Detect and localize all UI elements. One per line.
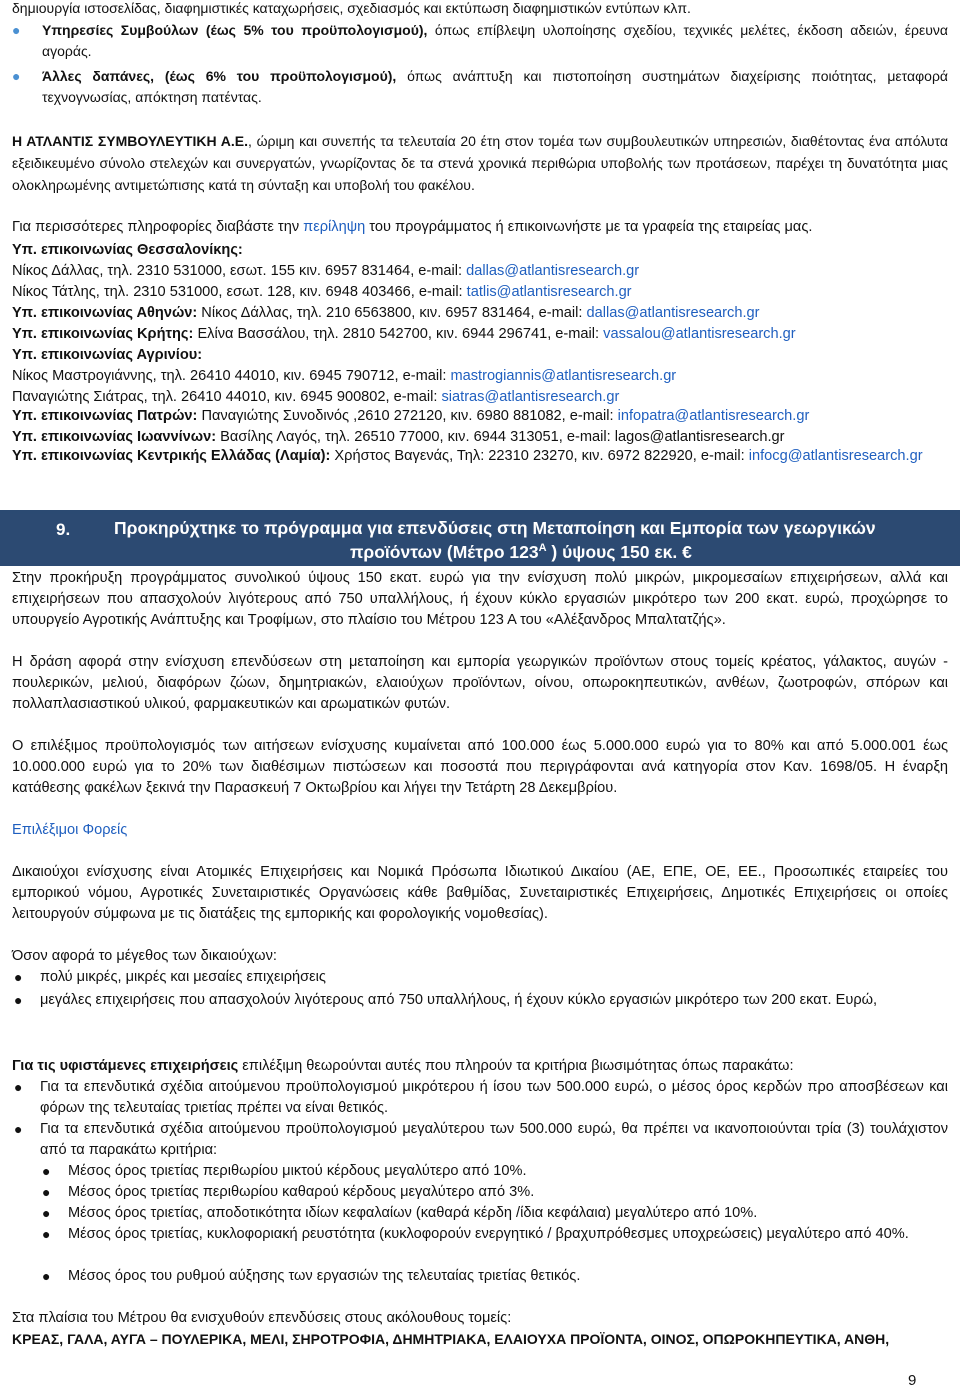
list-item [12, 990, 948, 1011]
email-link[interactable]: tatlis@atlantisresearch.gr [466, 284, 632, 300]
list-item-text: Για τα επενδυτικά σχέδια αιτούμενου προϋπολογισμού μικρότερου ή ίσου των 500.000 ευρώ, ο μέσος όρος κερδών προ αποσβέσεων και φόρων της τελευταίας τριετίας πρέπει να είναι θετικός. [40, 1079, 948, 1116]
summary-link[interactable]: περίληψη [303, 219, 366, 235]
bullet-icon: ● [14, 1121, 23, 1137]
contact-line [12, 446, 948, 467]
contact-line [12, 324, 796, 344]
contact-line [12, 282, 632, 302]
patra-contact-label: Υπ. επικοινωνίας Πατρών: [12, 408, 198, 424]
section-title-text: προϊόντων (Μέτρο 123 [350, 542, 539, 562]
list-item-text: Μέσος όρος τριετίας περιθωρίου καθαρού κέρδους μεγαλύτερο από 3%. [68, 1184, 535, 1200]
bullet-icon: ● [14, 992, 23, 1008]
section-title: Προκηρύχτηκε το πρόγραμμα για επενδύσεις στη Μεταποίηση και Εμπορία των γεωργικών [114, 518, 876, 538]
agrinio-contact-label: Υπ. επικοινωνίας Αγρινίου: [12, 347, 203, 363]
paragraph: Στην προκήρυξη προγράμματος συνολικού ύψους 150 εκατ. ευρώ για την ενίσχυση πολύ μικρών, μικρομεσαίων επιχειρήσεων, αλλά και επιχειρήσεων που απασχολούν λιγότερους από 750 υπαλλήλους, ή έχουν κύκλο εργασιών μικρότερο των 200 εκατ. ευρώ, προχώρησε το υπουργείο Αγροτικής Ανάπτυξης και Τροφίμων, στο πλαίσιο του Μέτρου 123 Α του «Αλέξανδρος Μπαλτατζής». [12, 570, 948, 628]
item-text: όπως ανάπτυξη και πιστοποίηση συστημάτων διαχείρισης ποιότητας, μεταφορά τεχνογνωσίας, απόκτηση πατέντας. [42, 68, 949, 105]
page-number: 9 [908, 1372, 917, 1389]
company-description: , ώριμη και συνεπής τα τελευταία 20 έτη στον τομέα των συμβουλευτικών υπηρεσιών, διαθέτοντας ένα απόλυτα εξειδικευμένο σύνολο στελεχών και συνεργατών, γνωρίζοντας δε τα στενά χρονικά περιθώρια υποβολής των προτάσεων, παρέχει τη δυνατότητα μιας ολοκληρωμένης αντιμετώπισης κατά τη σύνταξη και υποβολή του φακέλου. [12, 133, 948, 193]
list-item [40, 1224, 948, 1245]
contact-text: Παναγιώτης Σιάτρας, τηλ. 26410 44010, κιν. 6945 900802, e-mail: [12, 389, 442, 405]
crete-contact-label: Υπ. επικοινωνίας Κρήτης: [12, 326, 194, 342]
paragraph [12, 1056, 948, 1077]
paragraph: Δικαιούχοι ενίσχυσης είναι Ατομικές Επιχειρήσεις και Νομικά Πρόσωπα Ιδιωτικού Δικαίου (ΑΕ, ΕΠΕ, ΟΕ, ΕΕ., Προσωπικές εταιρείες του εμπορικού νόμου, Αγροτικές Συνεταιριστικές Οργανώσεις κάθε βαθμίδας, Συνεταιριστικές Επιχειρήσεις, Δημοτικές Επιχειρήσεις οι οποίες λειτουργούν σύμφωνα με τις διατάξεις της εμπορικής και φορολογικής νομοθεσίας). [12, 864, 948, 922]
info-text: του προγράμματος ή επικοινωνήστε με τα γραφεία της εταιρείας μας. [365, 219, 813, 235]
paragraph-text: επιλέξιμη θεωρούνται αυτές που πληρούν τα κριτήρια βιωσιμότητας όπως παρακάτω: [238, 1058, 794, 1074]
list-item-text: Μέσος όρος τριετίας περιθωρίου μικτού κέρδους μεγαλύτερο από 10%. [68, 1163, 527, 1179]
list-item-text: πολύ μικρές, μικρές και μεσαίες επιχειρήσεις [40, 969, 326, 985]
email-link[interactable]: vassalou@atlantisresearch.gr [603, 326, 796, 342]
list-item [12, 20, 948, 62]
bullet-icon: ● [42, 1163, 51, 1179]
intro-text: δημιουργία ιστοσελίδας, διαφημιστικές καταχωρήσεις, σχεδιασμός και εκτύπωση διαφημιστικών εντύπων κλπ. [12, 0, 691, 16]
bullet-icon: ● [42, 1226, 51, 1242]
list-item [40, 1266, 948, 1287]
bullet-icon: ● [12, 68, 21, 84]
list-item [12, 967, 948, 988]
contact-text: Νίκος Μαστρογιάννης, τηλ. 26410 44010, κιν. 6945 790712, e-mail: [12, 368, 451, 384]
info-text: Για περισσότερες πληροφορίες διαβάστε την [12, 219, 304, 235]
ioannina-contact-label: Υπ. επικοινωνίας Ιωαννίνων: [12, 429, 217, 445]
section-title-line2 [350, 542, 692, 563]
email-link[interactable]: siatras@atlantisresearch.gr [441, 389, 620, 405]
contact-line [12, 261, 639, 281]
section-header [0, 514, 960, 566]
company-paragraph [12, 130, 948, 196]
list-item-text: Μέσος όρος του ρυθμού αύξησης των εργασιών της τελευταίας τριετίας θετικός. [68, 1268, 581, 1284]
list-item [40, 1203, 948, 1224]
section-title-sup: Α [538, 542, 547, 555]
list-item [12, 1119, 948, 1161]
bullet-icon: ● [42, 1268, 51, 1284]
list-item [40, 1182, 948, 1203]
contact-line [12, 387, 619, 407]
contact-text: Νίκος Τάτλης, τηλ. 2310 531000, εσωτ. 128, κιν. 6948 403466, e-mail: [12, 284, 467, 300]
contact-text: Νίκος Δάλλας, τηλ. 2310 531000, εσωτ. 155 κιν. 6957 831464, e-mail: [12, 263, 467, 279]
bullet-icon: ● [42, 1184, 51, 1200]
paragraph: Η δράση αφορά στην ενίσχυση επενδύσεων στη μεταποίηση και εμπορία γεωργικών προϊόντων στους τομείς κρέατος, γάλακτος, αυγών - πουλερικών, μελιού, διαφόρων ζώων, δημητριακών, ελαιούχων προϊόντων, οίνου, οπωροκηπευτικών, ανθέων, ζωοτροφών, σπόρων και πολλαπλασιαστικού υλικού, φαρμακευτικών και αρωματικών φυτών. [12, 654, 948, 712]
subheading-bold: Για τις υφιστάμενες επιχειρήσεις [12, 1058, 239, 1074]
company-name: Η ΑΤΛΑΝΤΙΣ ΣΥΜΒΟΥΛΕΥΤΙΚΗ Α.Ε. [12, 133, 248, 149]
sectors-list: ΚΡΕΑΣ, ΓΑΛΑ, ΑΥΓΑ – ΠΟΥΛΕΡΙΚΑ, ΜΕΛΙ, ΣΗΡΟΤΡΟΦΙΑ, ΔΗΜΗΤΡΙΑΚΑ, ΕΛΑΙΟΥΧΑ ΠΡΟΪΟΝΤΑ, ΟΙΝΟΣ, ΟΠΩΡΟΚΗΠΕΥΤΙΚΑ, ΑΝΘΗ, [12, 1331, 890, 1347]
contact-text: Νίκος Δάλλας, τηλ. 210 6563800, κιν. 6957 831464, e-mail: [197, 305, 587, 321]
bullet-icon: ● [14, 1079, 23, 1095]
section-number: 9. [56, 520, 71, 539]
paragraph: Όσον αφορά το μέγεθος των δικαιούχων: [12, 948, 277, 964]
eligible-heading: Επιλέξιμοι Φορείς [12, 822, 128, 838]
list-item [12, 66, 948, 108]
contact-line [12, 427, 785, 447]
item-bold-label: Άλλες δαπάνες, (έως 6% του προϋπολογισμού), [42, 68, 397, 84]
contact-text: Χρήστος Βαγενάς, Τηλ: 22310 23270, κιν. 6972 822920, e-mail: [330, 448, 749, 464]
paragraph: Στα πλαίσια του Μέτρου θα ενισχυθούν επενδύσεις στους ακόλουθους τομείς: [12, 1310, 512, 1326]
paragraph: Ο επιλέξιμος προϋπολογισμός των αιτήσεων ενίσχυσης κυμαίνεται από 100.000 έως 5.000.000 ευρώ για το 80% και από 5.000.001 έως 10.000.000 ευρώ για το 20% των διαθέσιμων πιστώσεων και ποσοστά που περιγράφονται ανά κατηγορία στον Καν. 1698/05. Η έναρξη κατάθεσης φακέλων ξεκινά την Παρασκευή 7 Οκτωβρίου και λήγει την Τετάρτη 28 Δεκεμβρίου. [12, 738, 948, 796]
section-title-text: ) ύψους 150 εκ. € [546, 542, 692, 562]
intro-line [12, 0, 948, 18]
list-item-text: Για τα επενδυτικά σχέδια αιτούμενου προϋπολογισμού μεγαλύτερου των 500.000 ευρώ, θα πρέπει να ικανοποιούνται τρία (3) τουλάχιστον από τα παρακάτω κριτήρια: [40, 1121, 948, 1158]
contact-text: Ελίνα Βασσάλου, τηλ. 2810 542700, κιν. 6944 296741, e-mail: [193, 326, 604, 342]
email-link[interactable]: infocg@atlantisresearch.gr [748, 448, 923, 464]
email-link[interactable]: dallas@atlantisresearch.gr [586, 305, 760, 321]
list-item-text: Μέσος όρος τριετίας, αποδοτικότητα ιδίων κεφαλαίων (καθαρά κέρδη /ίδια κεφάλαια) μεγαλύτερο από 10%. [68, 1205, 758, 1221]
central-greece-contact-label: Υπ. επικοινωνίας Κεντρικής Ελλάδας (Λαμία): [12, 448, 331, 464]
info-paragraph [12, 217, 948, 238]
email-link[interactable]: infopatra@atlantisresearch.gr [617, 408, 810, 424]
list-item-text: Μέσος όρος τριετίας, κυκλοφοριακή ρευστότητα (κυκλοφορούν ενεργητικό / βραχυπρόθεσμες υποχρεώσεις) μεγαλύτερο από 40%. [68, 1226, 909, 1242]
bullet-icon: ● [14, 969, 23, 985]
list-item-text: μεγάλες επιχειρήσεις που απασχολούν λιγότερους από 750 υπαλλήλους, ή έχουν κύκλο εργασιών μικρότερο των 200 εκατ. Ευρώ, [40, 992, 878, 1008]
bullet-icon: ● [12, 22, 21, 38]
list-item [12, 1077, 948, 1119]
contact-line [12, 406, 809, 426]
athens-contact-label: Υπ. επικοινωνίας Αθηνών: [12, 305, 198, 321]
contact-text: Παναγιώτης Συνοδινός ,2610 272120, κιν. 6980 881082, e-mail: [197, 408, 618, 424]
contact-text: Βασίλης Λαγός, τηλ. 26510 77000, κιν. 6944 313051, e-mail: lagos@atlantisresearch.gr [216, 429, 785, 445]
contact-line [12, 303, 759, 323]
bullet-icon: ● [42, 1205, 51, 1221]
contact-line [12, 366, 676, 386]
email-link[interactable]: mastrogiannis@atlantisresearch.gr [450, 368, 677, 384]
thessaloniki-contact-label: Υπ. επικοινωνίας Θεσσαλονίκης: [12, 242, 243, 258]
list-item [40, 1161, 948, 1182]
item-bold-label: Υπηρεσίες Συμβούλων (έως 5% του προϋπολογισμού), [42, 22, 428, 38]
email-link[interactable]: dallas@atlantisresearch.gr [466, 263, 640, 279]
item-text: όπως επίβλεψη υλοποίησης σχεδίου, τεχνικές μελέτες, έκδοση αδειών, έρευνα αγοράς. [42, 22, 948, 59]
